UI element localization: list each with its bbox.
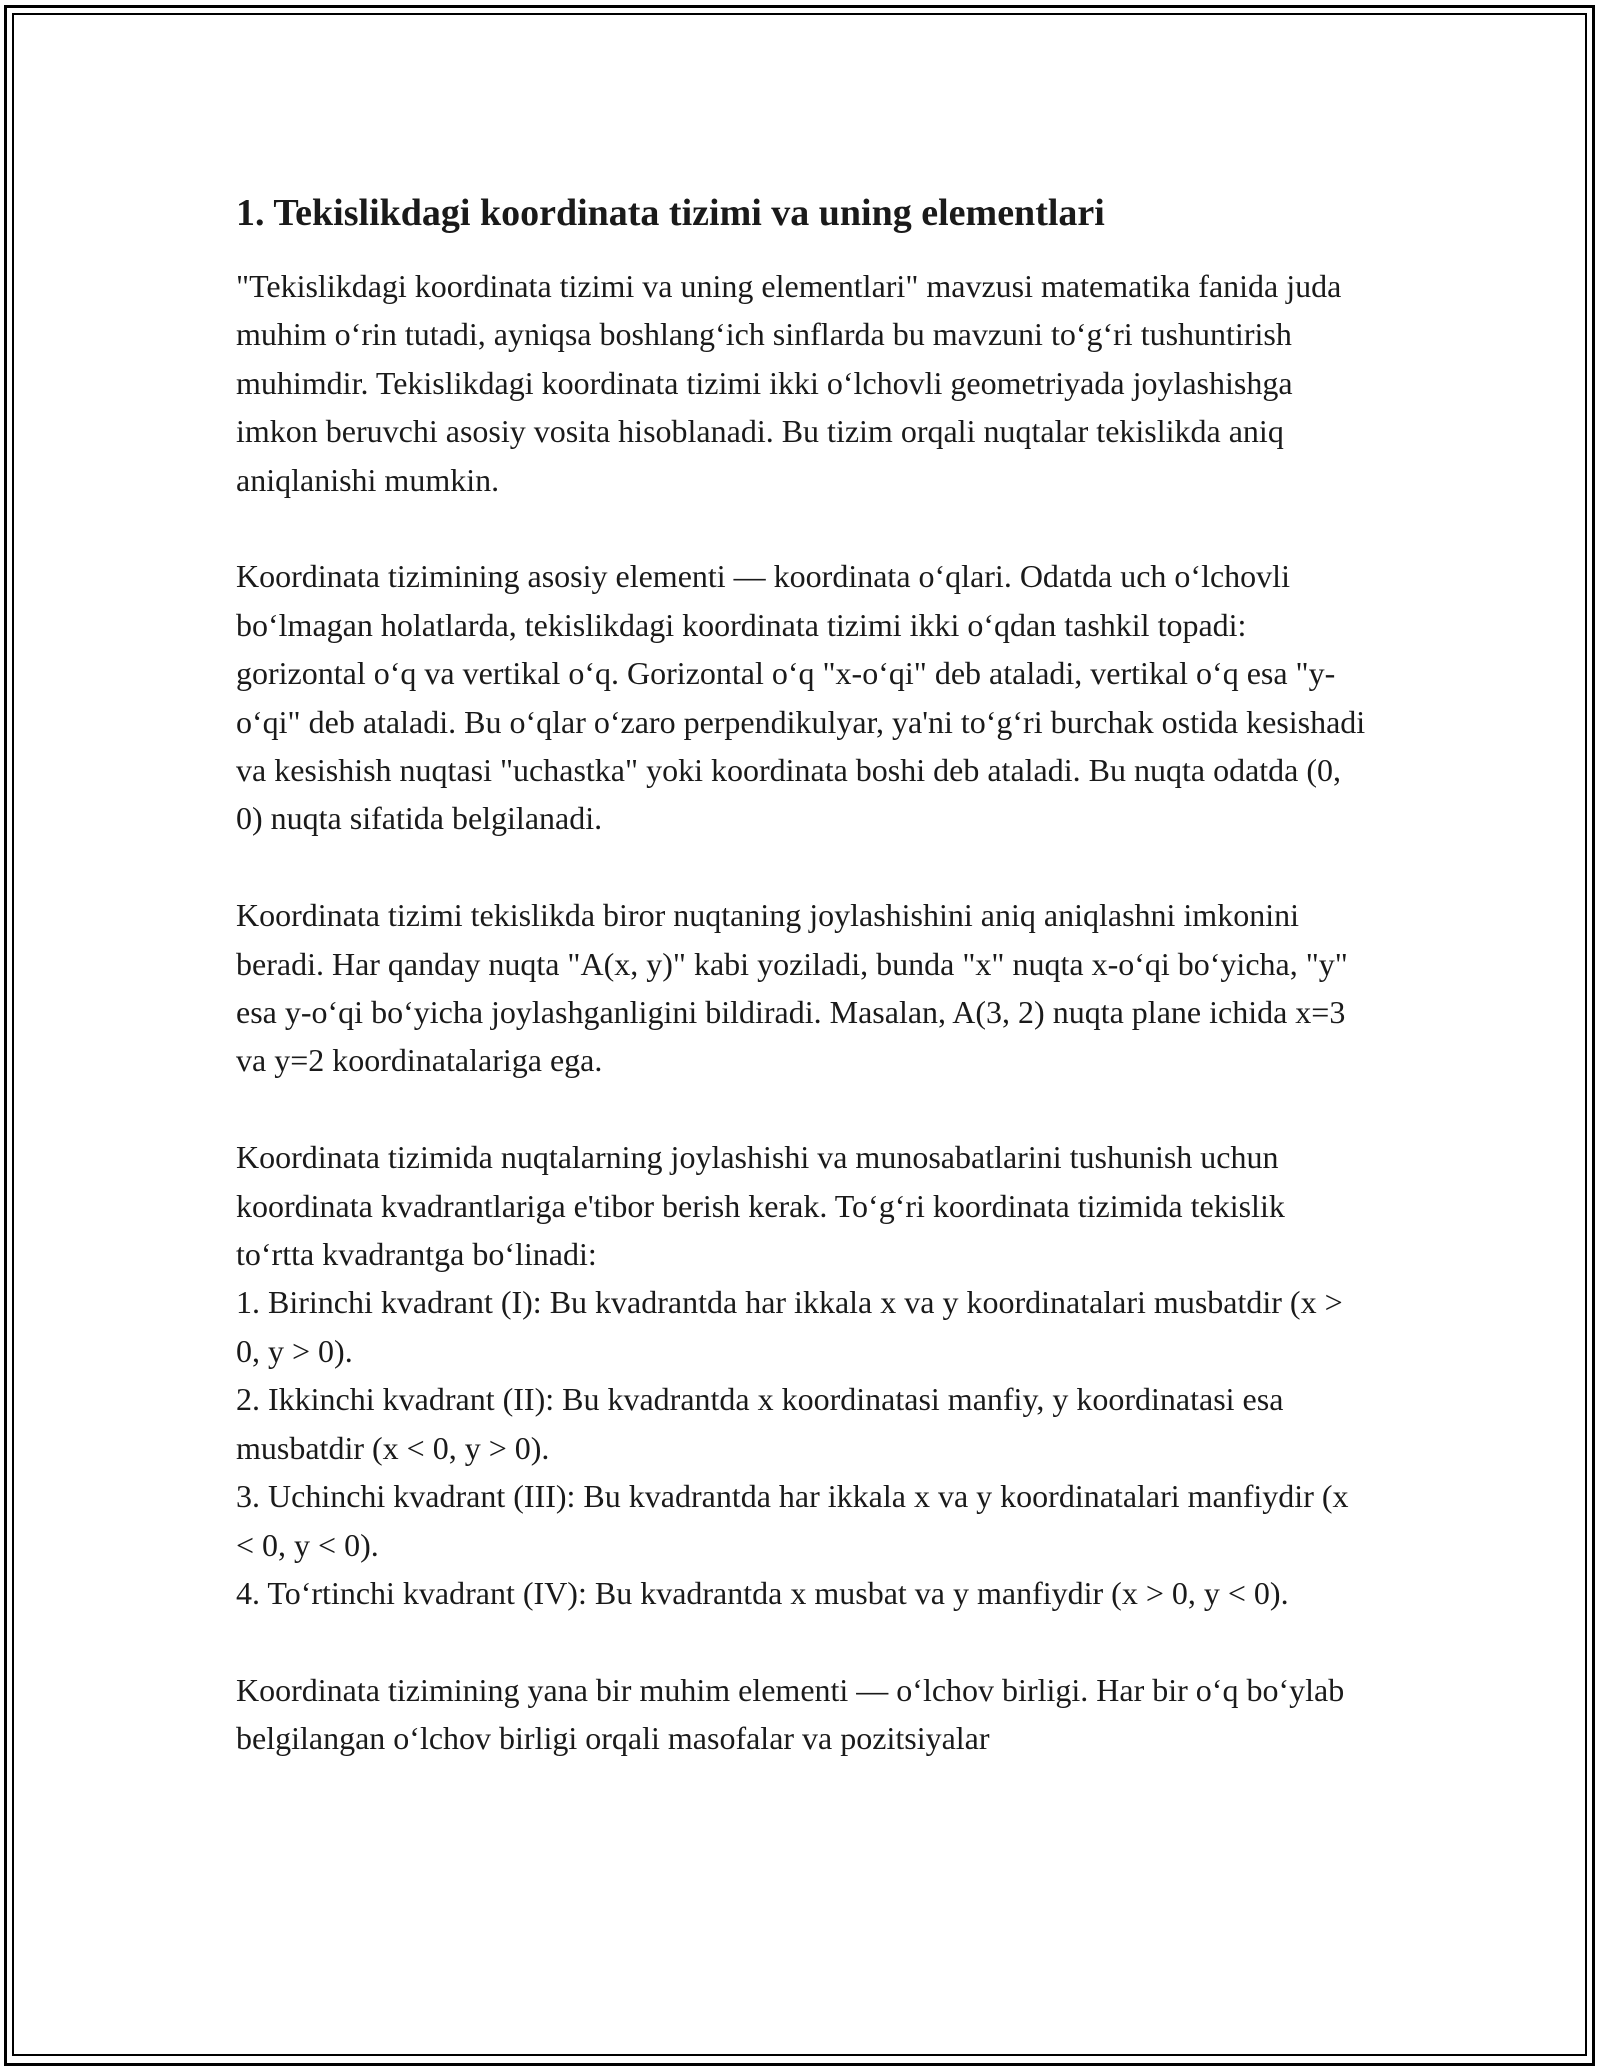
quadrant-item-2: 2. Ikkinchi kvadrant (II): Bu kvadrantda x koordinatasi manfiy, y koordinatasi esa musbatdir (x < 0, y > 0). (236, 1381, 1284, 1466)
paragraph-gap (236, 504, 1366, 552)
quadrant-item-3: 3. Uchinchi kvadrant (III): Bu kvadrantda har ikkala x va y koordinatalari manfiydir (x < 0, y < 0). (236, 1478, 1349, 1563)
paragraph-unit: Koordinata tizimining yana bir muhim elementi — o‘lchov birligi. Har bir o‘q bo‘ylab belgilangan o‘lchov birligi orqali masofalar va pozitsiyalar (236, 1671, 1345, 1757)
quadrant-list (236, 1278, 1366, 1617)
paragraph-intro: "Tekislikdagi koordinata tizimi va uning elementlari" mavzusi matematika fanida juda muhim o‘rin tutadi, ayniqsa boshlang‘ich sinflarda bu mavzuni to‘g‘ri tushuntirish muhimdir. Tekislikdagi koordinata tizimi ikki o‘lchovli geometriyada joylashishga imkon beruvchi asosiy vosita hisoblanadi. Bu tizim orqali nuqtalar tekislikda aniq aniqlanishi mumkin. (236, 268, 1342, 498)
paragraph-axes: Koordinata tizimining asosiy elementi — koordinata o‘qlari. Odatda uch o‘lchovli bo‘lmagan holatlarda, tekislikdagi koordinata tizimi ikki o‘qdan tashkil topadi: gorizontal o‘q va vertikal o‘q. Gorizontal o‘q "x-o‘qi" deb ataladi, vertikal o‘q esa "y-o‘qi" deb ataladi. Bu o‘qlar o‘zaro perpendikulyar, ya'ni to‘g‘ri burchak ostida kesishadi va kesishish nuqtasi "uchastka" yoki koordinata boshi deb ataladi. Bu nuqta odatda (0, 0) nuqta sifatida belgilanadi. (236, 558, 1366, 837)
section-heading: 1. Tekislikdagi koordinata tizimi va uning elementlari (236, 192, 1105, 234)
paragraph-point-notation: Koordinata tizimi tekislikda biror nuqtaning joylashishini aniq aniqlashni imkonini beradi. Har qanday nuqta "A(x, y)" kabi yoziladi, bunda "x" nuqta x-o‘qi bo‘yicha, "y" esa y-o‘qi bo‘yicha joylashganligini bildiradi. Masalan, A(3, 2) nuqta plane ichida x=3 va y=2 koordinatalariga ega. (236, 897, 1348, 1079)
document-body (236, 186, 1366, 1763)
paragraph-gap (236, 1085, 1366, 1133)
quadrant-item-4: 4. To‘rtinchi kvadrant (IV): Bu kvadrantda x musbat va y manfiydir (x > 0, y < 0). (236, 1574, 1289, 1611)
quadrant-item-1: 1. Birinchi kvadrant (I): Bu kvadrantda har ikkala x va y koordinatalari musbatdir (x > 0, y > 0). (236, 1284, 1343, 1369)
paragraph-gap (236, 1617, 1366, 1665)
paragraph-gap (236, 843, 1366, 891)
paragraph-quadrants-intro: Koordinata tizimida nuqtalarning joylashishi va munosabatlarini tushunish uchun koordinata kvadrantlariga e'tibor berish kerak. To‘g‘ri koordinata tizimida tekislik to‘rtta kvadrantga bo‘linadi: (236, 1139, 1285, 1273)
